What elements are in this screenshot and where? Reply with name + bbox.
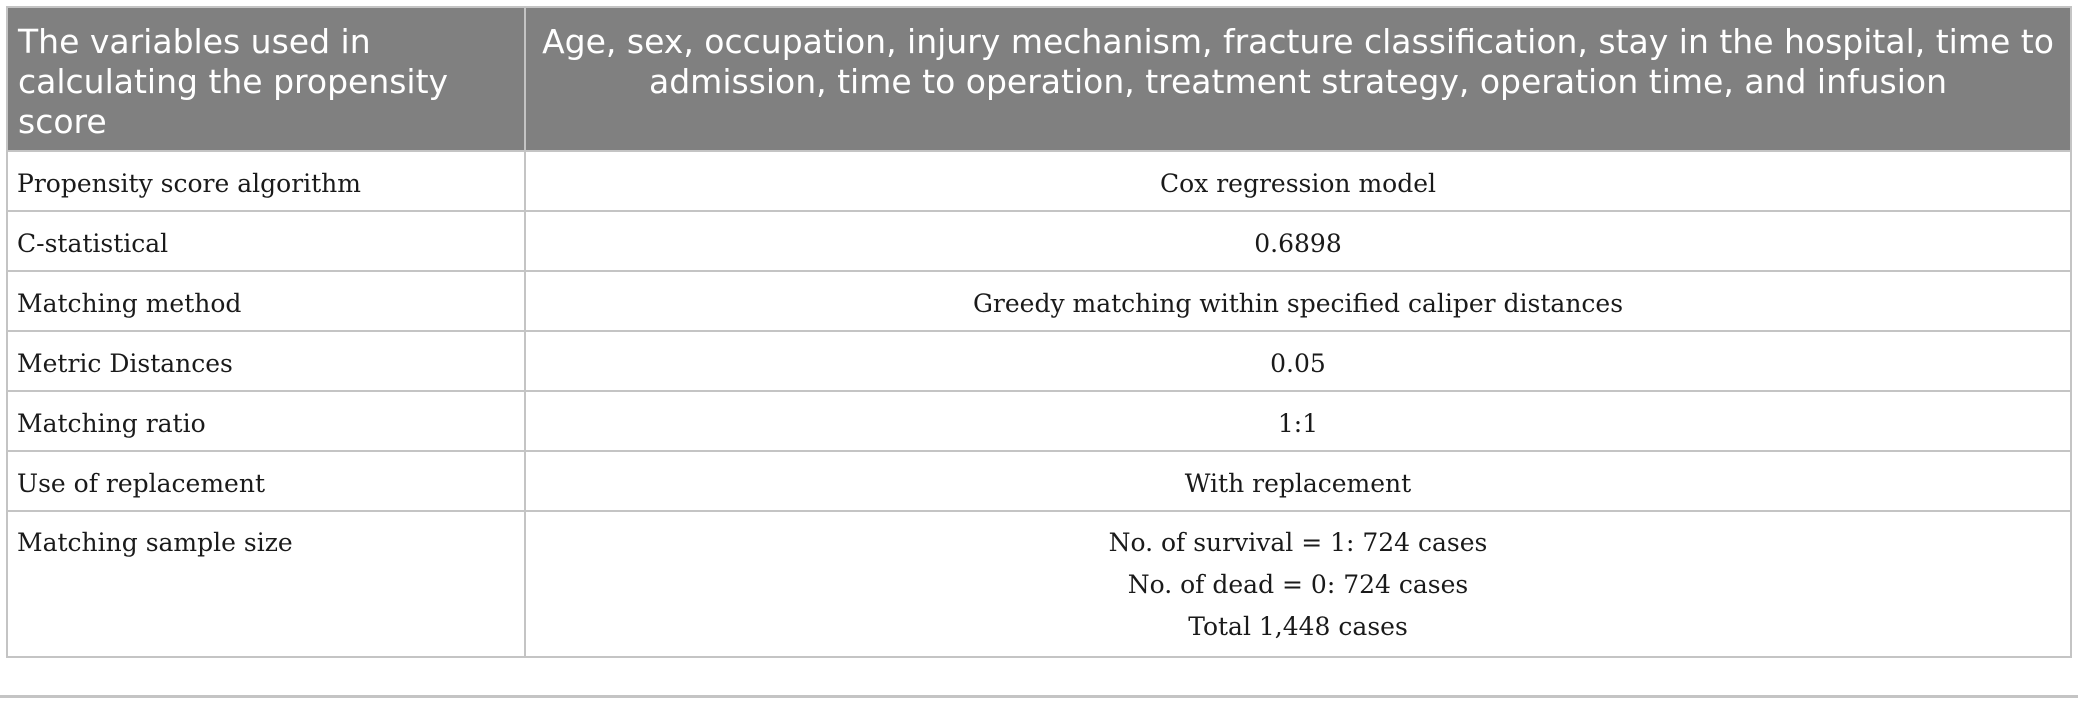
row-label: Use of replacement <box>7 451 525 511</box>
table-header-row <box>7 7 2071 151</box>
table-row <box>7 331 2071 391</box>
survival-count: No. of survival = 1: 724 cases <box>1108 528 1488 557</box>
table-row <box>7 451 2071 511</box>
row-label: Matching method <box>7 271 525 331</box>
row-value: 0.05 <box>525 331 2071 391</box>
table-row <box>7 211 2071 271</box>
row-value: 0.6898 <box>525 211 2071 271</box>
table-row <box>7 391 2071 451</box>
row-label: Metric Distances <box>7 331 525 391</box>
row-value: 1:1 <box>525 391 2071 451</box>
row-value: Cox regression model <box>525 151 2071 211</box>
sample-size-values <box>525 511 2071 657</box>
row-label: Matching ratio <box>7 391 525 451</box>
table-row-sample-size <box>7 511 2071 657</box>
table-row <box>7 151 2071 211</box>
row-value: Greedy matching within specified caliper distances <box>525 271 2071 331</box>
dead-count: No. of dead = 0: 724 cases <box>1127 570 1469 599</box>
total-count: Total 1,448 cases <box>1188 612 1408 641</box>
header-variables-list: Age, sex, occupation, injury mechanism, fracture classification, stay in the hospital, time to admission, time to operation, treatment strategy, operation time, and infusion <box>525 7 2071 151</box>
row-label: Matching sample size <box>7 511 525 657</box>
row-label: Propensity score algorithm <box>7 151 525 211</box>
table-row <box>7 271 2071 331</box>
propensity-score-table <box>6 6 2072 658</box>
header-variables-label: The variables used in calculating the propensity score <box>7 7 525 151</box>
row-value: With replacement <box>525 451 2071 511</box>
row-label: C-statistical <box>7 211 525 271</box>
bottom-divider <box>0 695 2078 698</box>
